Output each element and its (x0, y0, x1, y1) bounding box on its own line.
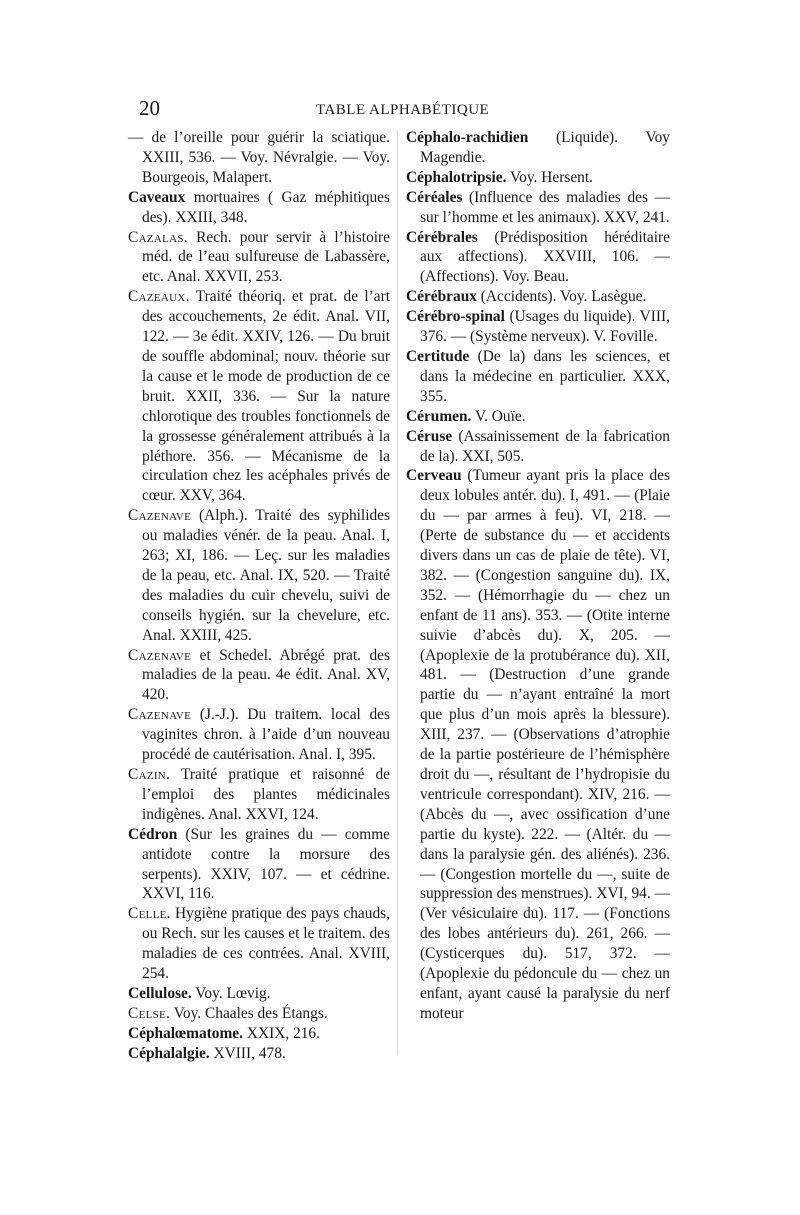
index-entry (128, 984, 390, 1004)
entry-headword: Cerveau (406, 467, 462, 485)
index-entry (406, 407, 670, 427)
index-entry (128, 904, 390, 984)
index-entry (128, 1044, 390, 1064)
entry-text: (J.-J.). Du traitem. local des vaginites chron. à l’aide d’un nouveau procédé de cautérisation. Anal. I, 395. (142, 706, 390, 764)
entry-text: (Influence des maladies des — sur l’homme et les animaux). XXV, 241. (420, 188, 670, 226)
entry-text: (De la) dans les sciences, et dans la médecine en particulier. XXX, 355. (420, 347, 670, 405)
entry-text: Rech. pour servir à l’histoire méd. de l’eau sulfureuse de Labassère, etc. Anal. XXVII, 253. (142, 228, 390, 286)
entry-text: et Schedel. Abrégé prat. des maladies de la peau. 4e édit. Anal. XV, 420. (142, 646, 390, 704)
column-divider (397, 130, 398, 1055)
entry-text: (Assainissement de la fabrication de la). XXI, 505. (420, 427, 670, 465)
entry-text: Traité théoriq. et prat. de l’art des accouchements, 2e édit. Anal. VII, 122. — 3e édit. XXIV, 126. — Du bruit de souffle abdominal; nouv. théorie sur la cause et le mode de production de ce bruit. XXII, 336. — Sur la nature chlorotique des troubles fonctionnels de la grossesse généralement attribués à la pléthore. 356. — Mécanisme de la circulation chez les acéphales privés de cœur. XXV, 364. (142, 288, 390, 505)
index-entry (406, 466, 670, 1023)
entry-headword: Cellulose. (128, 984, 192, 1002)
entry-headword: Cazeaux. (128, 288, 190, 306)
entry-text: XXIX, 216. (243, 1024, 320, 1042)
entry-headword: Céphalotripsie. (406, 168, 507, 186)
index-entry (406, 287, 670, 307)
page-number: 20 (139, 96, 160, 120)
index-entry (128, 1004, 390, 1024)
index-entry (128, 128, 390, 188)
entry-headword: Céphalœmatome. (128, 1024, 243, 1042)
left-column (128, 128, 390, 1064)
entry-headword: Cérébraux (406, 288, 477, 306)
index-entry (128, 228, 390, 288)
index-entry (406, 228, 670, 288)
entry-headword: Cérébro-spinal (406, 308, 505, 326)
entry-headword: Cazenave (128, 507, 192, 525)
entry-text: (Prédisposition héréditaire aux affections). XXVIII, 106. — (Affections). Voy. Beau. (420, 228, 670, 286)
entry-headword: Cazalas. (128, 228, 188, 246)
entry-headword: Céréales (406, 188, 463, 206)
index-entry (128, 1024, 390, 1044)
entry-text: V. Ouïe. (471, 407, 526, 425)
index-entry (406, 307, 670, 347)
entry-text: (Usages du liquide). VIII, 376. — (Système nerveux). V. Foville. (420, 308, 670, 346)
index-entry (128, 825, 390, 905)
index-entry (406, 347, 670, 407)
entry-text: Traité pratique et raisonné de l’emploi des plantes médicinales indigènes. Anal. XXVI, 124. (142, 766, 390, 823)
entry-text: — de l’oreille pour guérir la sciatique. XXIII, 536. — Voy. Névralgie. — Voy. Bourgeois, Malapert. (128, 129, 390, 186)
entry-headword: Céphalalgie. (128, 1044, 210, 1062)
entry-text: (Alph.). Traité des syphilides ou maladies vénér. de la peau. Anal. I, 263; XI, 186. — Leç. sur les maladies de la peau, etc. Anal. IX, 520. — Traité des maladies du cuir chevelu, suivi de conseils hygién. sur la chevelure, etc. Anal. XXIII, 425. (142, 507, 390, 644)
index-entry (128, 646, 390, 706)
entry-headword: Celse. (128, 1004, 171, 1022)
entry-headword: Cazenave (128, 706, 192, 724)
entry-headword: Céruse (406, 427, 453, 445)
entry-headword: Certitude (406, 347, 470, 365)
entry-headword: Cazin. (128, 766, 171, 783)
entry-headword: Cérumen. (406, 407, 472, 425)
index-entry (128, 287, 390, 506)
running-head: TABLE ALPHABÉTIQUE (316, 102, 490, 118)
entry-headword: Cérébrales (406, 228, 478, 246)
index-entry (406, 128, 670, 168)
right-column (406, 128, 670, 1024)
entry-text: mortuaires ( Gaz méphitiques des). XXIII, 348. (142, 188, 390, 226)
entry-text: Voy. Lœvig. (191, 984, 271, 1002)
index-entry (128, 188, 390, 228)
entry-headword: Cazenave (128, 646, 192, 664)
entry-text: (Accidents). Voy. Lasègue. (476, 288, 647, 306)
entry-headword: Caveaux (128, 188, 186, 206)
entry-headword: Celle. (128, 905, 171, 923)
entry-text: Voy. Chaales des Étangs. (170, 1004, 328, 1022)
entry-text: (Liquide). Voy Magendie. (420, 129, 670, 166)
index-entry (406, 427, 670, 467)
entry-headword: Céphalo-rachidien (406, 129, 529, 146)
entry-text: Hygiène pratique des pays chauds, ou Rech. sur les causes et le traitem. des maladies de ces contrées. Anal. XVIII, 254. (142, 905, 390, 983)
index-entry (406, 188, 670, 228)
index-entry (128, 765, 390, 825)
index-entry (128, 705, 390, 765)
entry-text: (Sur les graines du — comme antidote contre la morsure des serpents). XXIV, 107. — et cédrine. XXVI, 116. (142, 825, 390, 903)
entry-text: (Tumeur ayant pris la place des deux lobules antér. du). I, 491. — (Plaie du — par armes à feu). VI, 218. — (Perte de substance du — et accidents divers dans un cas de plaie de tête). VI, 382. — (Congestion sanguine du). IX, 352. — (Hémorrhagie du — chez un enfant de 11 ans). 353. — (Otite interne suivie d’abcès du). X, 205. — (Apoplexie de la protubérance du). XII, 481. — (Destruction d’une grande partie du — n’ayant entraîné la mort que plus d’un mois après la blessure). XIII, 237. — (Observations d’atrophie de la partie postérieure de l’hémisphère droit du —, résultant de l’hydropisie du ventricule correspondant). XIV, 216. — (Abcès du —, avec ossification d’une partie du kyste). 222. — (Altér. du — dans la paralysie gén. des aliénés). 236. — (Congestion mortelle du —, suite de suppression des menstrues). XVI, 94. — (Ver vésiculaire du). 117. — (Fonctions des lobes antérieurs du). 261, 266. — (Cysticerques du). 517, 372. — (Apoplexie du pédoncule du — chez un enfant, ayant causé la paralysie du nerf moteur (420, 467, 670, 1022)
index-entry (128, 506, 390, 645)
entry-headword: Cédron (128, 825, 178, 843)
entry-text: XVIII, 478. (209, 1044, 286, 1062)
entry-text: Voy. Hersent. (506, 168, 593, 186)
index-entry (406, 168, 670, 188)
